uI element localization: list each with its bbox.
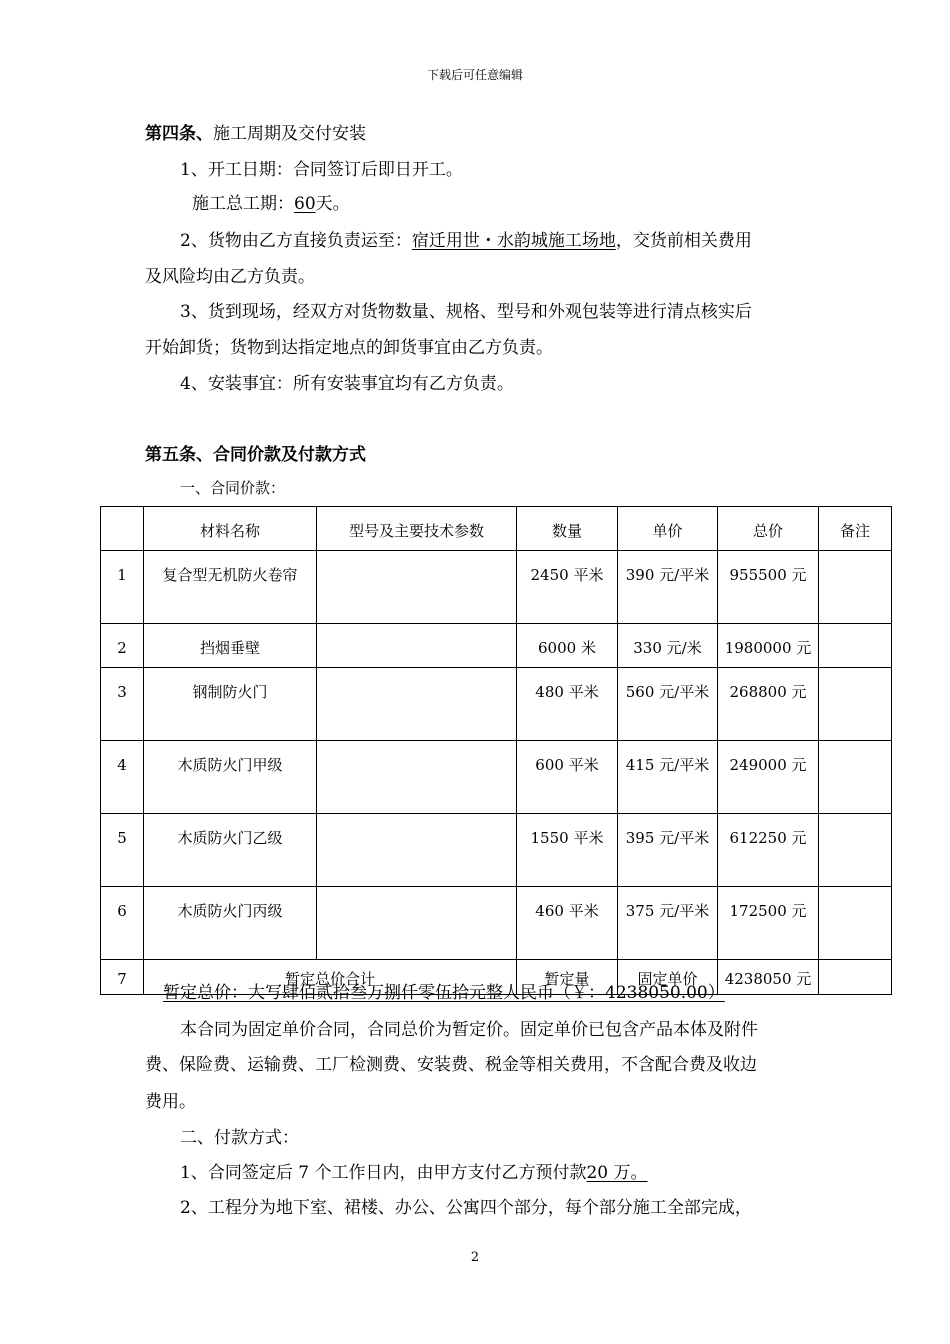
quantity-cell: 480 平米 <box>517 668 618 741</box>
contract-note-line3: 费用。 <box>145 1092 196 1112</box>
quantity-cell: 460 平米 <box>517 887 618 960</box>
spec-cell <box>317 887 517 960</box>
header-cell: 型号及主要技术参数 <box>317 507 517 551</box>
summary-label: 暂定总价合计 <box>144 960 517 995</box>
total-price-cell: 612250 元 <box>718 814 819 887</box>
unit-price-cell: 390 元/平米 <box>618 551 718 624</box>
item2-prefix: 2、货物由乙方直接负责运至： <box>180 231 412 251</box>
article4-item1: 1、开工日期：合同签订后即日开工。 <box>180 160 463 180</box>
total-price-cell: 249000 元 <box>718 741 819 814</box>
article5-sub1: 一、合同价款： <box>180 479 286 497</box>
header-cell <box>101 507 144 551</box>
row-number: 3 <box>101 668 144 741</box>
item2-suffix: ，交货前相关费用 <box>615 231 752 251</box>
spec-cell <box>317 668 517 741</box>
table-row <box>101 624 892 668</box>
spec-cell <box>317 624 517 668</box>
spec-cell <box>317 741 517 814</box>
article4-item3-line2: 开始卸货；货物到达指定地点的卸货事宜由乙方负责。 <box>145 338 553 358</box>
payment-item1-text: 1、合同签定后 7 个工作日内，由甲方支付乙方预付款 <box>180 1163 587 1183</box>
quantity-cell: 600 平米 <box>517 741 618 814</box>
contract-note-line2: 费、保险费、运输费、工厂检测费、安装费、税金等相关费用，不含配合费及收边 <box>145 1055 757 1075</box>
table-header-row <box>101 507 892 551</box>
period-suffix: 天。 <box>315 194 350 214</box>
note-cell <box>819 741 892 814</box>
header-cell: 单价 <box>618 507 718 551</box>
unit-price-cell: 415 元/平米 <box>618 741 718 814</box>
spec-cell <box>317 814 517 887</box>
material-name: 钢制防火门 <box>144 668 317 741</box>
table-row <box>101 814 892 887</box>
article5-title: 第五条、合同价款及付款方式 <box>145 445 366 465</box>
article4-period <box>192 189 350 214</box>
summary-total: 4238050 元 <box>718 960 819 995</box>
article4-item3-line1: 3、货到现场，经双方对货物数量、规格、型号和外观包装等进行清点核实后 <box>180 302 752 322</box>
period-value: 60 <box>294 194 316 214</box>
spec-cell <box>317 551 517 624</box>
contract-note-line1: 本合同为固定单价合同，合同总价为暂定价。固定单价已包含产品本体及附件 <box>180 1020 758 1040</box>
material-name: 木质防火门乙级 <box>144 814 317 887</box>
quantity-cell: 1550 平米 <box>517 814 618 887</box>
row-number: 7 <box>101 960 144 995</box>
article4-title <box>145 119 366 144</box>
quantity-cell: 6000 米 <box>517 624 618 668</box>
header-cell: 材料名称 <box>144 507 317 551</box>
row-number: 1 <box>101 551 144 624</box>
row-number: 4 <box>101 741 144 814</box>
note-cell <box>819 624 892 668</box>
unit-price-cell: 560 元/平米 <box>618 668 718 741</box>
header-cell: 备注 <box>819 507 892 551</box>
unit-price-cell: 330 元/米 <box>618 624 718 668</box>
unit-price-cell: 375 元/平米 <box>618 887 718 960</box>
article4-item2-line2: 及风险均由乙方负责。 <box>145 267 315 287</box>
summary-note <box>819 960 892 995</box>
price-table <box>100 506 892 995</box>
article4-item2 <box>180 226 752 251</box>
note-cell <box>819 814 892 887</box>
total-price-cell: 955500 元 <box>718 551 819 624</box>
row-number: 5 <box>101 814 144 887</box>
total-price-cell: 268800 元 <box>718 668 819 741</box>
note-cell <box>819 887 892 960</box>
table-row <box>101 668 892 741</box>
summary-unit-price: 固定单价 <box>618 960 718 995</box>
material-name: 挡烟垂壁 <box>144 624 317 668</box>
article4-title-text: 施工周期及交付安装 <box>213 124 366 144</box>
material-name: 木质防火门丙级 <box>144 887 317 960</box>
note-cell <box>819 551 892 624</box>
total-price-cell: 1980000 元 <box>718 624 819 668</box>
table-row <box>101 887 892 960</box>
item2-location: 宿迁用世・水韵城施工场地 <box>411 231 616 251</box>
total-price-cell: 172500 元 <box>718 887 819 960</box>
page-number: 2 <box>470 1250 480 1265</box>
payment-item1 <box>180 1158 648 1183</box>
article4-title-label: 第四条、 <box>145 124 213 144</box>
payment-item2: 2、工程分为地下室、裙楼、办公、公寓四个部分，每个部分施工全部完成， <box>180 1198 752 1218</box>
row-number: 6 <box>101 887 144 960</box>
quantity-cell: 2450 平米 <box>517 551 618 624</box>
row-number: 2 <box>101 624 144 668</box>
payment-item1-amount: 20 万。 <box>586 1163 648 1183</box>
article4-item4: 4、安装事宜：所有安装事宜均有乙方负责。 <box>180 374 514 394</box>
table-row <box>101 741 892 814</box>
note-cell <box>819 668 892 741</box>
summary-quantity: 暂定量 <box>517 960 618 995</box>
page-header-note: 下载后可任意编辑 <box>426 68 523 82</box>
table-row <box>101 551 892 624</box>
article5-sub2: 二、付款方式： <box>180 1128 299 1148</box>
material-name: 复合型无机防火卷帘 <box>144 551 317 624</box>
header-cell: 数量 <box>517 507 618 551</box>
period-prefix: 施工总工期： <box>192 194 294 214</box>
total-price-text: 暂定总价：大写肆佰贰拾叁万捌仟零伍拾元整人民币（￥：4238050.00） <box>163 983 725 1003</box>
header-cell: 总价 <box>718 507 819 551</box>
unit-price-cell: 395 元/平米 <box>618 814 718 887</box>
material-name: 木质防火门甲级 <box>144 741 317 814</box>
